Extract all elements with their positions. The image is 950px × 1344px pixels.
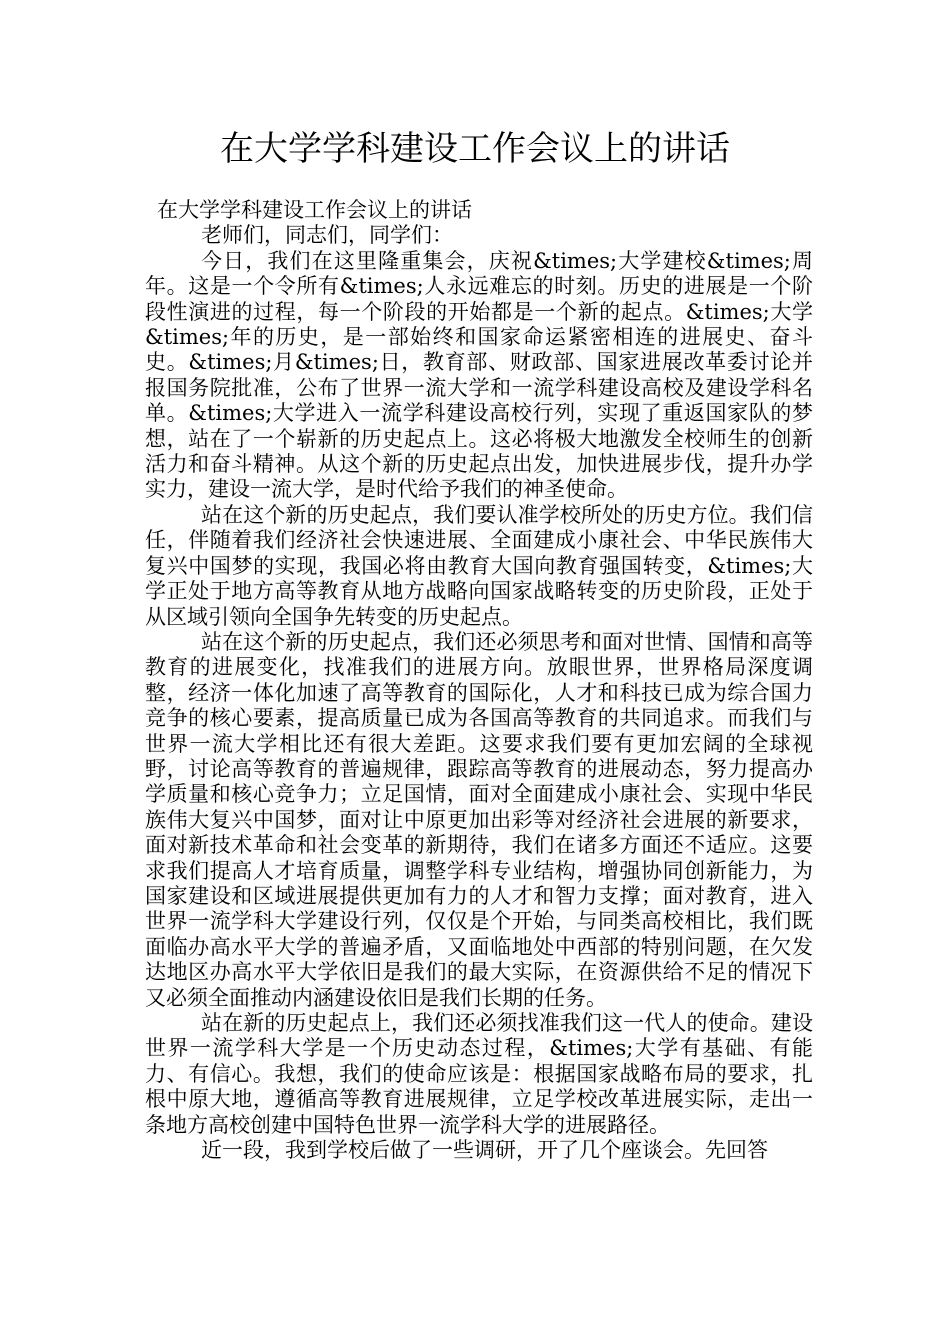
document-body [145,198,813,1163]
paragraph-2: 站在这个新的历史起点，我们要认准学校所处的历史方位。我们信任，伴随着我们经济社会快速进展、全面建成小康社会、中华民族伟大复兴中国梦的实现，我国必将由教育大国向教育强国转变，&times;大学正处于地方高等教育从地方战略向国家战略转变的历史阶段，正处于从区域引领向全国争先转变的历史起点。 [145,502,813,629]
paragraph-5: 近一段，我到学校后做了一些调研，开了几个座谈会。先回答 [201,1138,768,1163]
paragraph-4: 站在新的历史起点上，我们还必须找准我们这一代人的使命。建设世界一流学科大学是一个历史动态过程，&times;大学有基础、有能力、有信心。我想，我们的使命应该是：根据国家战略布局的要求，扎根中原大地，遵循高等教育进展规律，立足学校改革进展实际，走出一条地方高校创建中国特色世界一流学科大学的进展路径。 [145,1011,813,1137]
paragraph-3: 站在这个新的历史起点，我们还必须思考和面对世情、国情和高等教育的进展变化，找准我们的进展方向。放眼世界，世界格局深度调整，经济一体化加速了高等教育的国际化，人才和科技已成为综合国力竞争的核心要素，提高质量已成为各国高等教育的共同追求。而我们与世界一流大学相比还有很大差距。这要求我们要有更加宏阔的全球视野，讨论高等教育的普遍规律，跟踪高等教育的进展动态，努力提高办学质量和核心竞争力；立足国情，面对全面建成小康社会、实现中华民族伟大复兴中国梦，面对让中原更加出彩等对经济社会进展的新要求，面对新技术革命和社会变革的新期待，我们在诸多方面还不适应。这要求我们提高人才培育质量，调整学科专业结构，增强协同创新能力，为国家建设和区域进展提供更加有力的人才和智力支撑；面对教育，进入世界一流学科大学建设行列，仅仅是个开始，与同类高校相比，我们既面临办高水平大学的普遍矛盾，又面临地处中西部的特别问题，在欠发达地区办高水平大学依旧是我们的最大实际，在资源供给不足的情况下又必须全面推动内涵建设依旧是我们长期的任务。 [145,629,813,1010]
document-subtitle: 在大学学科建设工作会议上的讲话 [157,198,472,222]
paragraph-1: 今日，我们在这里隆重集会，庆祝&times;大学建校&times;周年。这是一个令所有&times;人永远难忘的时刻。历史的进展是一个阶段性演进的过程，每一个阶段的开始都是一个新的起点。&times;大学&times;年的历史，是一部始终和国家命运紧密相连的进展史、奋斗史。&times;月&times;日，教育部、财政部、国家进展改革委讨论并报国务院批准，公布了世界一流大学和一流学科建设高校及建设学科名单。&times;大学进入一流学科建设高校行列，实现了重返国家队的梦想，站在了一个崭新的历史起点上。这必将极大地激发全校师生的创新活力和奋斗精神。从这个新的历史起点出发，加快进展步伐，提升办学实力，建设一流大学，是时代给予我们的神圣使命。 [145,248,813,502]
document-title: 在大学学科建设工作会议上的讲话 [220,129,730,169]
salutation: 老师们，同志们，同学们： [201,223,453,248]
